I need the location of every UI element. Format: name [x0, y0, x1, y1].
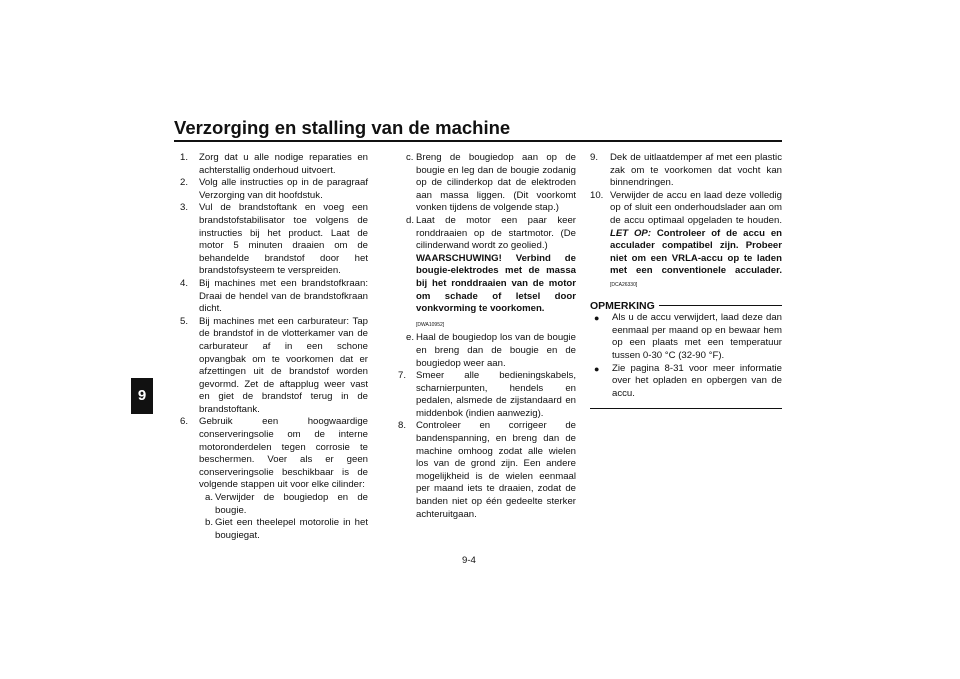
- sub-item-text: Giet een theelepel motorolie in het bougiegat.: [215, 517, 368, 541]
- list-item: [174, 177, 368, 202]
- sub-item-text: Verwijder de bougiedop en de bougie.: [215, 492, 368, 516]
- list-item: [174, 316, 368, 417]
- note-header: [590, 300, 782, 313]
- item-number: 2.: [180, 177, 189, 189]
- note-text: Zie pagina 8-31 voor meer informatie over het opladen en opbergen van de accu.: [612, 362, 782, 399]
- list-item: [174, 202, 368, 278]
- item-text: Dek de uitlaatdemper af met een plastic zak om te voorkomen dat vocht kan binnendringen.: [610, 152, 782, 189]
- column-right: [590, 152, 782, 409]
- note-title: OPMERKING: [590, 299, 655, 312]
- item-number: 6.: [180, 416, 189, 428]
- sub-item-letter: d.: [406, 214, 415, 226]
- item-text: Vul de brandstoftank en voeg een brandstofstabilisator toe volgens de instructies bij het product. Laat de motor 5 minuten draaien om de behandelde brandstof door het brandstofsysteem te verspreiden.: [199, 202, 368, 277]
- warning-text: WAARSCHUWING! Verbind de bougie-elektrodes met de massa bij het ronddraaien van de motor om schade of letsel door vonkvorming te voorkomen.: [416, 252, 576, 315]
- item-number: 1.: [180, 152, 189, 163]
- sub-item-letter: c.: [406, 152, 414, 163]
- sub-item-text: Breng de bougiedop aan op de bougie en leg dan de bougie zodanig op de cilinderkop dat de elektroden aan massa liggen. (Dit voorkomt vonken tijdens de volgende stap.): [416, 152, 576, 214]
- sub-item-text: Laat de motor een paar keer ronddraaien op de startmotor. (De cilinderwand wordt zo geolied.): [416, 214, 576, 252]
- sub-item-letter: b.: [205, 517, 214, 529]
- caution-text: Controleer of de accu en acculader compatibel zijn. Probeer niet om een VRLA-accu op te laden met een conventionele acculader.: [610, 227, 783, 277]
- item-text: Volg alle instructies op in de paragraaf Verzorging van dit hoofdstuk.: [199, 177, 368, 201]
- note-divider: [659, 305, 782, 306]
- list-item: [174, 278, 368, 316]
- item-number: 10.: [590, 189, 604, 201]
- sub-item: [392, 215, 576, 332]
- bullet-icon: ●: [594, 313, 600, 324]
- item-text: Zorg dat u alle nodige reparaties en achterstallig onderhoud uitvoert.: [199, 152, 368, 176]
- sub-item-text: Haal de bougiedop los van de bougie en breng dan de bougie en de bougiedop weer aan.: [416, 332, 576, 369]
- list-item: [174, 152, 368, 177]
- sub-item-letter: a.: [205, 492, 214, 504]
- column-middle: [392, 152, 576, 521]
- item-text: Gebruik een hoogwaardige conserveringsolie om de interne motoronderdelen tegen corrosie te beschermen. Voer als er geen conserveringsolie beschikbaar is de volgende stappen uit voor elke cilinder:: [199, 416, 368, 491]
- item-text: Bij machines met een carburateur: Tap de brandstof in de vlotterkamer van de carburateur af in een schone opvangbak om te voorkomen dat er afzettingen uit de brandstof worden gevormd. Zet de aftapplug weer vast en giet de brandstof terug in de brandstoftank.: [199, 315, 368, 415]
- bullet-icon: ●: [594, 363, 600, 374]
- sub-item-body: [416, 215, 576, 332]
- sub-item-letter: e.: [406, 332, 415, 344]
- caution-label: LET OP:: [610, 227, 652, 239]
- note-end-divider: [590, 408, 782, 409]
- item-body: [610, 190, 782, 292]
- page-title: Verzorging en stalling van de machine: [174, 117, 511, 138]
- list-item: [392, 420, 576, 521]
- sub-item: [392, 152, 576, 215]
- list-item: [590, 152, 782, 190]
- page-number: 9-4: [462, 555, 476, 566]
- warning-code: [DWA10952]: [416, 321, 445, 328]
- chapter-tab: 9: [131, 378, 153, 414]
- list-item: [590, 190, 782, 292]
- item-number: 3.: [180, 202, 189, 214]
- note-bullet: [590, 363, 782, 401]
- item-text: Bij machines met een brandstofkraan: Draai de hendel van de brandstofkraan dicht.: [199, 277, 368, 315]
- sub-item: [174, 517, 368, 542]
- column-left: [174, 152, 368, 542]
- item-number: 5.: [180, 315, 189, 327]
- item-number: 4.: [180, 277, 189, 289]
- list-item: [174, 416, 368, 492]
- caution-code: [DCA26330]: [610, 281, 638, 288]
- item-text: Verwijder de accu en laad deze volledig op of sluit een onderhoudslader aan om de accu optimaal opgeladen te houden.: [610, 189, 782, 226]
- item-number: 7.: [398, 370, 407, 382]
- sub-item: [392, 332, 576, 370]
- item-number: 8.: [398, 420, 407, 432]
- header-divider: [174, 140, 782, 142]
- item-number: 9.: [590, 152, 599, 163]
- note-text: Als u de accu verwijdert, laad deze dan eenmaal per maand op en bewaar hem op een plaats met een temperatuur tussen 0-30 °C (32-90 °F).: [612, 312, 782, 361]
- item-text: Smeer alle bedieningskabels, scharnierpunten, hendels en pedalen, alsmede de zijstandaard en middenbok (indien aanwezig).: [416, 370, 576, 419]
- sub-item: [174, 492, 368, 517]
- list-item: [392, 370, 576, 420]
- item-text: Controleer en corrigeer de bandenspanning, en breng dan de machine omhoog zodat alle wielen los van de grond zijn. Een andere mogelijkheid is de wielen eenmaal per maand iets te draaien, zodat de banden niet op één gedeelte sterker achteruitgaan.: [416, 420, 576, 520]
- note-bullet: [590, 312, 782, 362]
